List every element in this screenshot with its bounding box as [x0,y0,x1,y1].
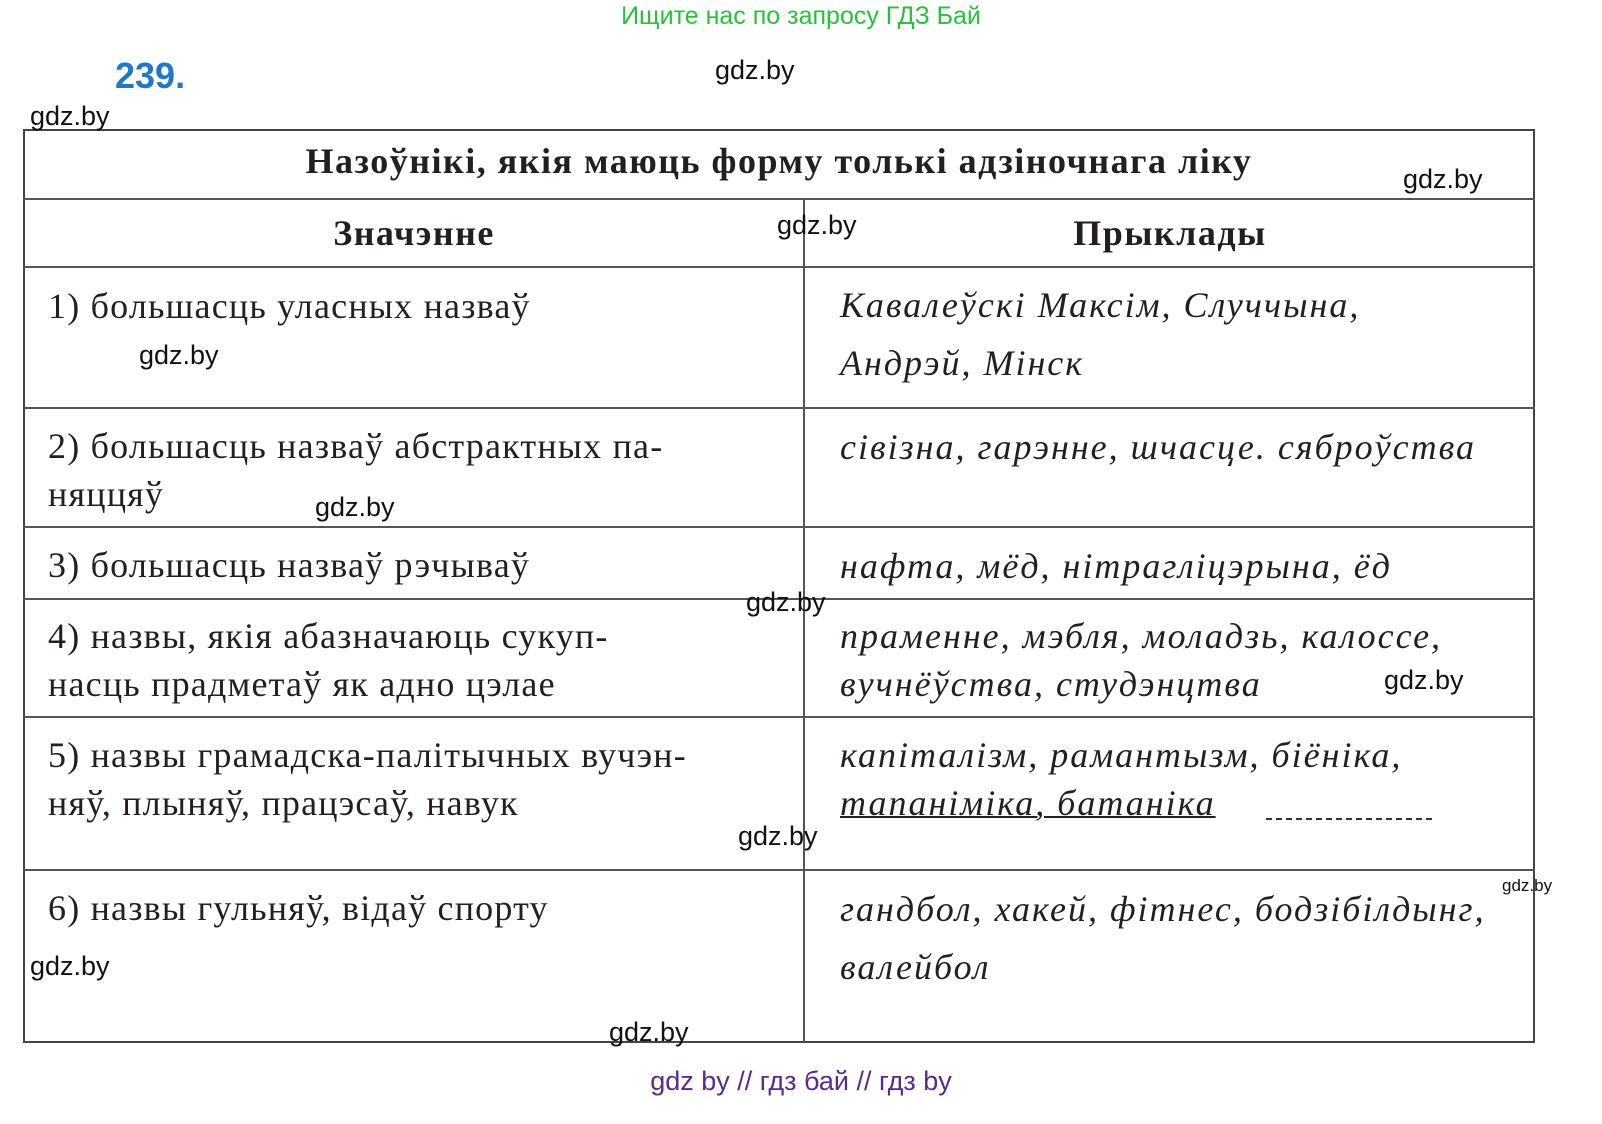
divider-header [23,266,1535,268]
divider-row-5 [23,869,1535,871]
watermark: gdz.by [1403,164,1483,194]
row-5-meaning: 5) назвы грамадска-палітычных вучэн- няў, плыняў, працэсаў, навук [48,735,687,823]
watermark: gdz.by [609,1017,689,1047]
row-4-meaning: 4) назвы, якія абазначаюць сукуп- насць прадметаў як адно цэлае [48,616,609,704]
row-3-meaning: 3) большасць назваў рэчываў [48,545,531,585]
column-header-meaning: Значэнне [333,213,495,253]
watermark: gdz.by [30,951,110,981]
table-caption: Назоўнікі, якія маюць форму толькі адзіночнага ліку [305,141,1253,181]
watermark: gdz.by [1384,665,1464,695]
row-1-meaning: 1) большасць уласных назваў [48,286,531,326]
divider-row-2 [23,526,1535,528]
row-1-examples: Кавалеўскі Максім, Случчына, Андрэй, Мінск [840,285,1361,383]
watermark: gdz.by [738,821,818,851]
row-4-examples: праменне, мэбля, моладзь, калоссе, вучнёўства, студэнцтва [840,616,1443,704]
watermark: gdz.by [139,340,219,370]
watermark: gdz.by [715,55,795,85]
row-6-examples: гандбол, хакей, фітнес, бодзібілдынг, валейбол [840,889,1486,987]
column-header-examples: Прыклады [1073,213,1267,253]
task-number: 239. [115,55,186,96]
watermark: gdz.by [1502,876,1553,895]
watermark: gdz.by [315,492,395,522]
footer-links: gdz by // гдз бай // гдз by [650,1066,952,1096]
divider-row-4 [23,716,1535,718]
row-6-meaning: 6) назвы гульняў, відаў спорту [48,888,549,928]
row-5-examples: капіталізм, рамантызм, біёніка, тапаніміка, батаніка [840,735,1403,823]
row-2-meaning: 2) большасць назваў абстрактных па- няццяў [48,426,664,514]
column-divider [803,199,805,1042]
row-3-examples: нафта, мёд, нітрагліцэрына, ёд [840,546,1392,586]
watermark: gdz.by [746,587,826,617]
watermark: gdz.by [30,101,110,131]
watermark: gdz.by [777,210,857,240]
divider-row-1 [23,407,1535,409]
row-2-examples: сівізна, гарэнне, шчасце. сяброўства [840,427,1477,467]
top-banner: Ищите нас по запросу ГДЗ Бай [621,2,981,30]
divider-caption [23,198,1535,200]
dashed-underline [1266,818,1432,820]
